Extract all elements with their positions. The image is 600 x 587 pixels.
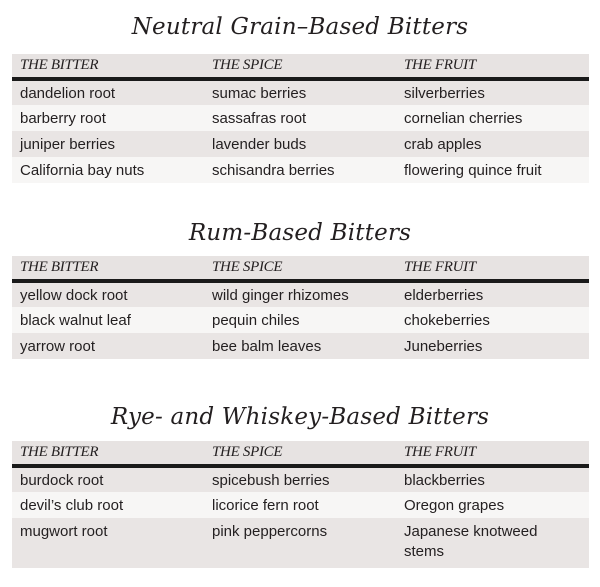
table-title-rye-whiskey: Rye- and Whiskey-Based Bitters <box>110 404 490 430</box>
cell-fruit: Oregon grapes <box>396 492 589 518</box>
cell-fruit: flowering quince fruit <box>396 157 589 183</box>
table-row <box>12 281 589 307</box>
cell-spice: licorice fern root <box>204 492 396 518</box>
cell-spice: schisandra berries <box>204 157 396 183</box>
cell-spice: pink peppercorns <box>204 518 396 568</box>
cell-bitter: burdock root <box>12 466 204 492</box>
cell-fruit: crab apples <box>396 131 589 157</box>
cell-bitter: yarrow root <box>12 333 204 359</box>
table-row <box>12 157 589 183</box>
table-row <box>12 79 589 105</box>
table-neutral-grain <box>12 54 589 183</box>
table-row <box>12 492 589 518</box>
cell-spice: sassafras root <box>204 105 396 131</box>
column-header-spice: THE SPICE <box>204 256 396 281</box>
cell-bitter: mugwort root <box>12 518 204 568</box>
cell-spice: bee balm leaves <box>204 333 396 359</box>
header-row <box>12 54 589 79</box>
column-header-fruit: THE FRUIT <box>396 441 589 466</box>
cell-spice: wild ginger rhizomes <box>204 281 396 307</box>
table-row <box>12 131 589 157</box>
column-header-spice: THE SPICE <box>204 441 396 466</box>
cell-spice: sumac berries <box>204 79 396 105</box>
column-header-fruit: THE FRUIT <box>396 256 589 281</box>
cell-bitter: barberry root <box>12 105 204 131</box>
column-header-spice: THE SPICE <box>204 54 396 79</box>
table-rum <box>12 256 589 359</box>
table-row <box>12 466 589 492</box>
cell-fruit: chokeberries <box>396 307 589 333</box>
table-row <box>12 307 589 333</box>
cell-bitter: black walnut leaf <box>12 307 204 333</box>
header-row <box>12 256 589 281</box>
cell-bitter: dandelion root <box>12 79 204 105</box>
table-rye-whiskey <box>12 441 589 568</box>
cell-spice: pequin chiles <box>204 307 396 333</box>
column-header-bitter: THE BITTER <box>12 441 204 466</box>
cell-fruit: blackberries <box>396 466 589 492</box>
cell-bitter: devil’s club root <box>12 492 204 518</box>
column-header-bitter: THE BITTER <box>12 54 204 79</box>
header-row <box>12 441 589 466</box>
cell-spice: lavender buds <box>204 131 396 157</box>
cell-bitter: yellow dock root <box>12 281 204 307</box>
table-row <box>12 333 589 359</box>
column-header-bitter: THE BITTER <box>12 256 204 281</box>
column-header-fruit: THE FRUIT <box>396 54 589 79</box>
cell-fruit: elderberries <box>396 281 589 307</box>
table-row <box>12 105 589 131</box>
table-title-neutral-grain: Neutral Grain–Based Bitters <box>131 14 469 40</box>
table-row <box>12 518 589 568</box>
cell-spice: spicebush berries <box>204 466 396 492</box>
cell-bitter: juniper berries <box>12 131 204 157</box>
cell-fruit: Japanese knotweed stems <box>396 518 589 568</box>
cell-bitter: California bay nuts <box>12 157 204 183</box>
cell-fruit: Juneberries <box>396 333 589 359</box>
cell-fruit: cornelian cherries <box>396 105 589 131</box>
cell-fruit: silverberries <box>396 79 589 105</box>
table-title-rum: Rum-Based Bitters <box>188 220 412 246</box>
